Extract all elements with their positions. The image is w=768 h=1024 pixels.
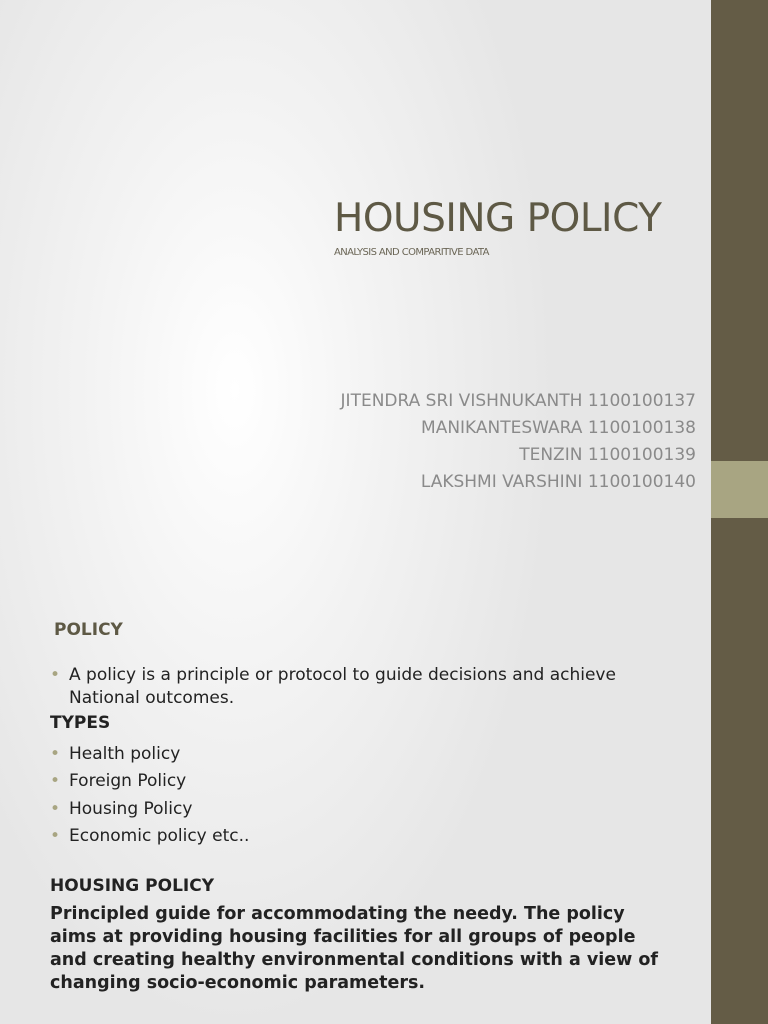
bullet-item <box>50 823 249 850</box>
slide-title: HOUSING POLICY <box>334 196 662 241</box>
sidebar-accent-block <box>711 461 768 518</box>
bullet-icon: • <box>50 825 61 846</box>
bullet-item <box>50 796 249 823</box>
type-item-text: Housing Policy <box>69 798 193 819</box>
bullet-icon: • <box>50 771 61 792</box>
housing-policy-paragraph: Principled guide for accommodating the needy. The policy aims at providing housing facilities for all groups of people and creating healthy environmental conditions with a view of changing socio-economic parameters. <box>50 904 659 993</box>
author-item: LAKSHMI VARSHINI 1100100140 <box>420 472 696 492</box>
bullet-item <box>50 741 249 768</box>
definition-text: A policy is a principle or protocol to guide decisions and achieve National outcomes. <box>69 665 616 708</box>
bullet-icon: • <box>50 744 61 764</box>
author-item: TENZIN 1100100139 <box>519 445 696 465</box>
bullet-icon: • <box>50 798 61 819</box>
types-list <box>50 741 249 850</box>
slide-subtitle: ANALYSIS AND COMPARITIVE DATA <box>334 247 489 258</box>
housing-policy-heading: HOUSING POLICY <box>50 876 215 896</box>
author-item: JITENDRA SRI VISHNUKANTH 1100100137 <box>340 391 696 411</box>
types-heading: TYPES <box>50 713 111 733</box>
bullet-item <box>50 664 630 710</box>
author-list <box>341 388 696 496</box>
bullet-icon: • <box>50 665 61 685</box>
type-item-text: Health policy <box>69 744 181 764</box>
type-item-text: Economic policy etc.. <box>69 825 250 846</box>
type-item-text: Foreign Policy <box>69 771 187 792</box>
author-item: MANIKANTESWARA 1100100138 <box>421 418 696 438</box>
section-heading-policy: POLICY <box>54 620 123 640</box>
definition-list <box>50 664 630 710</box>
bullet-item <box>50 768 249 795</box>
